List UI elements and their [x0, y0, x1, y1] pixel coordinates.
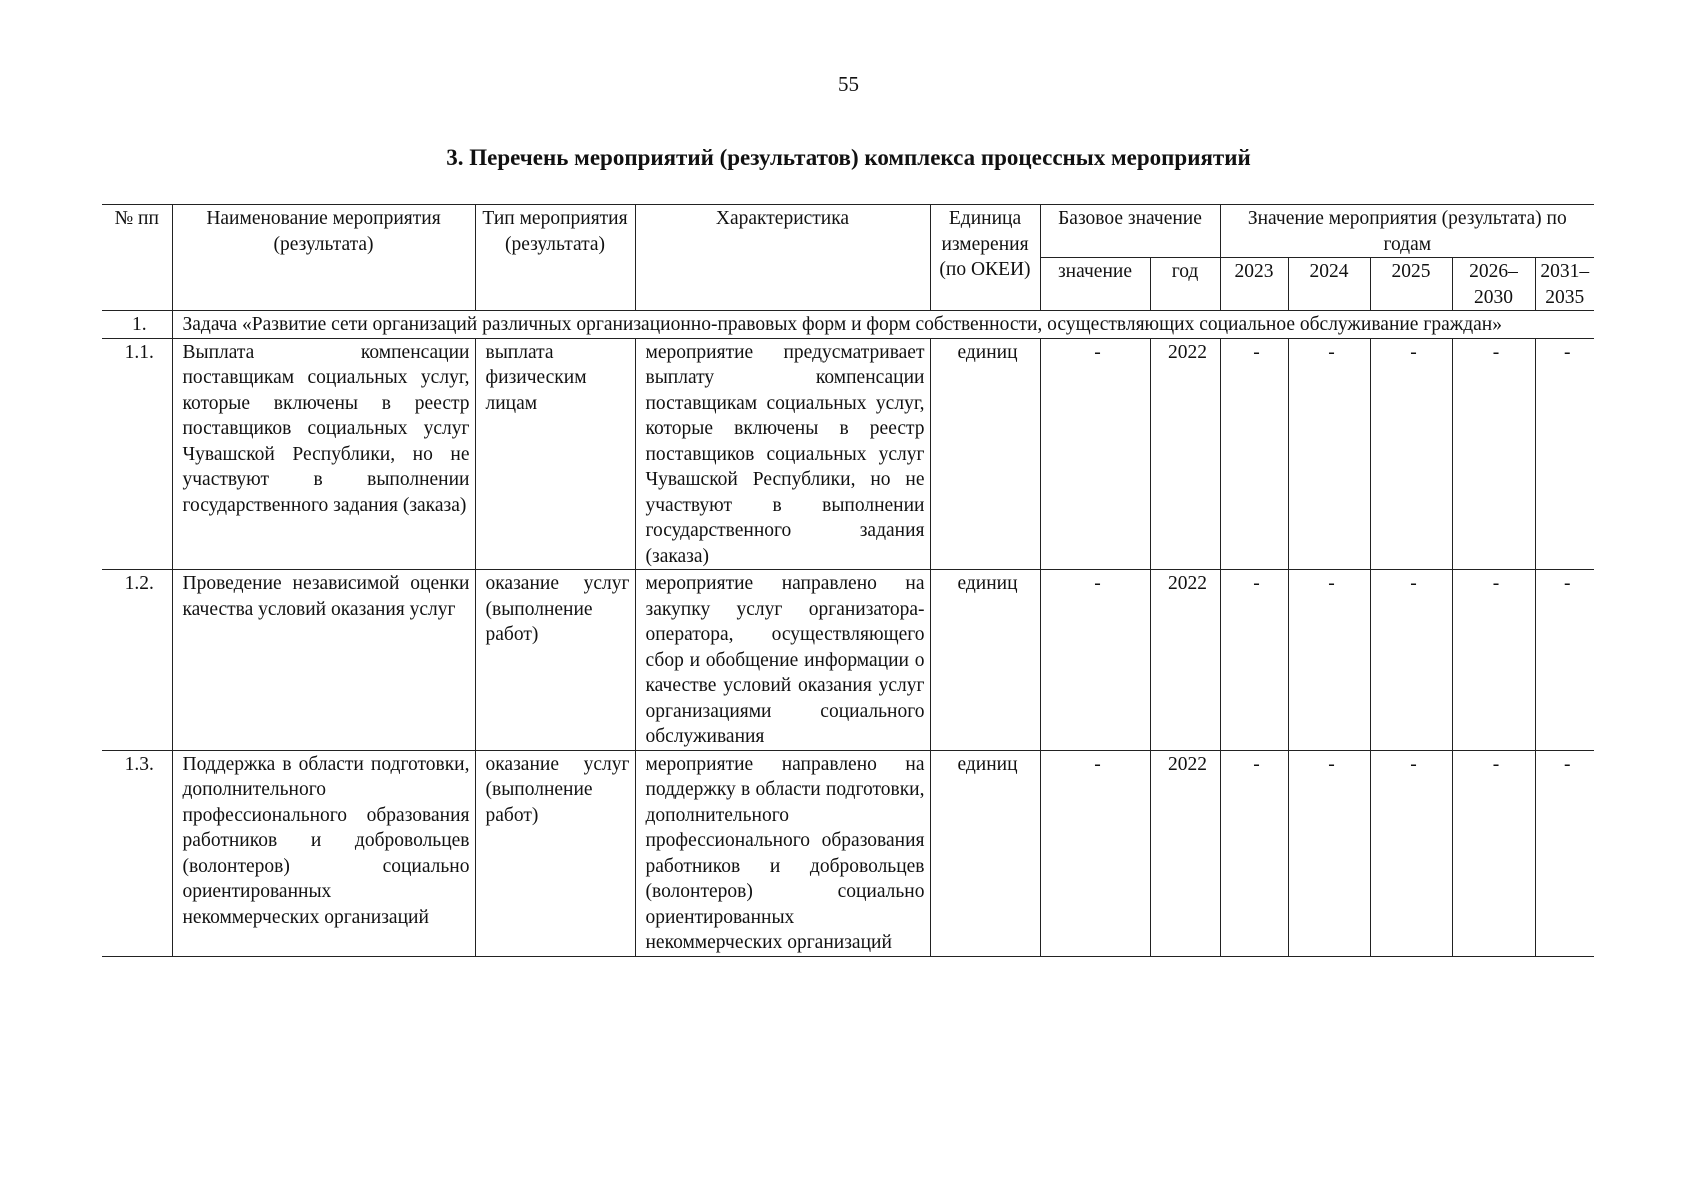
measure-unit: единиц	[930, 750, 1040, 956]
value-2031-2035: -	[1535, 570, 1594, 751]
measure-unit: единиц	[930, 570, 1040, 751]
value-2025: -	[1370, 570, 1452, 751]
header-year-2025: 2025	[1370, 258, 1452, 311]
measure-characteristic: мероприятие направлено на закупку услуг организатора-оператора, осуществляющего сбор и обобщение информации о качестве условий оказания услуг организациями социального обслуживания	[635, 570, 930, 751]
page-title: 3. Перечень мероприятий (результатов) комплекса процессных мероприятий	[446, 145, 1251, 170]
value-2026-2030: -	[1452, 338, 1535, 570]
measure-characteristic: мероприятие предусматривает выплату компенсации поставщикам социальных услуг, которые включены в реестр поставщиков социальных услуг Чувашской Республики, но не участвуют в выполнении государственного задания (заказа)	[635, 338, 930, 570]
measure-characteristic: мероприятие направлено на поддержку в области подготовки, дополнительного профессионального образования работников и добровольцев (волонтеров) социально ориентированных некоммерческих организаций	[635, 750, 930, 956]
header-year-2024: 2024	[1288, 258, 1370, 311]
value-2025: -	[1370, 750, 1452, 956]
header-base-value: значение	[1040, 258, 1150, 311]
value-2023: -	[1220, 750, 1288, 956]
base-value: -	[1040, 750, 1150, 956]
value-2024: -	[1288, 570, 1370, 751]
task-row	[102, 311, 1594, 339]
measure-unit: единиц	[930, 338, 1040, 570]
row-number: 1.1.	[102, 338, 172, 570]
value-2024: -	[1288, 750, 1370, 956]
measure-type: выплата физическим лицам	[475, 338, 635, 570]
header-year-2031-2035: 2031–2035	[1535, 258, 1594, 311]
measure-name: Выплата компенсации поставщикам социальных услуг, которые включены в реестр поставщиков социальных услуг Чувашской Республики, но не участвуют в выполнении государственного задания (заказа)	[172, 338, 475, 570]
measure-type: оказание услуг (выполнение работ)	[475, 750, 635, 956]
measures-table	[102, 204, 1594, 957]
table-row	[102, 570, 1594, 751]
task-number: 1.	[102, 311, 172, 339]
header-type: Тип мероприятия (результата)	[475, 205, 635, 311]
value-2026-2030: -	[1452, 750, 1535, 956]
header-year-2023: 2023	[1220, 258, 1288, 311]
header-year-2026-2030: 2026–2030	[1452, 258, 1535, 311]
measure-name: Проведение независимой оценки качества условий оказания услуг	[172, 570, 475, 751]
header-num: № пп	[102, 205, 172, 311]
row-number: 1.3.	[102, 750, 172, 956]
table-row	[102, 750, 1594, 956]
header-name: Наименование мероприятия (результата)	[172, 205, 475, 311]
value-2031-2035: -	[1535, 750, 1594, 956]
base-year: 2022	[1150, 570, 1220, 751]
header-unit: Единица измерения (по ОКЕИ)	[930, 205, 1040, 311]
base-year: 2022	[1150, 750, 1220, 956]
value-2026-2030: -	[1452, 570, 1535, 751]
base-value: -	[1040, 338, 1150, 570]
base-year: 2022	[1150, 338, 1220, 570]
row-number: 1.2.	[102, 570, 172, 751]
base-value: -	[1040, 570, 1150, 751]
value-2023: -	[1220, 338, 1288, 570]
header-characteristic: Характеристика	[635, 205, 930, 311]
value-2023: -	[1220, 570, 1288, 751]
value-2024: -	[1288, 338, 1370, 570]
header-values: Значение мероприятия (результата) по годам	[1220, 205, 1594, 258]
header-base-year: год	[1150, 258, 1220, 311]
value-2031-2035: -	[1535, 338, 1594, 570]
task-text: Задача «Развитие сети организаций различных организационно-правовых форм и форм собственности, осуществляющих социальное обслуживание граждан»	[172, 311, 1594, 339]
measure-name: Поддержка в области подготовки, дополнительного профессионального образования работников и добровольцев (волонтеров) социально ориентированных некоммерческих организаций	[172, 750, 475, 956]
table-row	[102, 338, 1594, 570]
header-base: Базовое значение	[1040, 205, 1220, 258]
page-number: 55	[838, 72, 859, 96]
value-2025: -	[1370, 338, 1452, 570]
measure-type: оказание услуг (выполнение работ)	[475, 570, 635, 751]
